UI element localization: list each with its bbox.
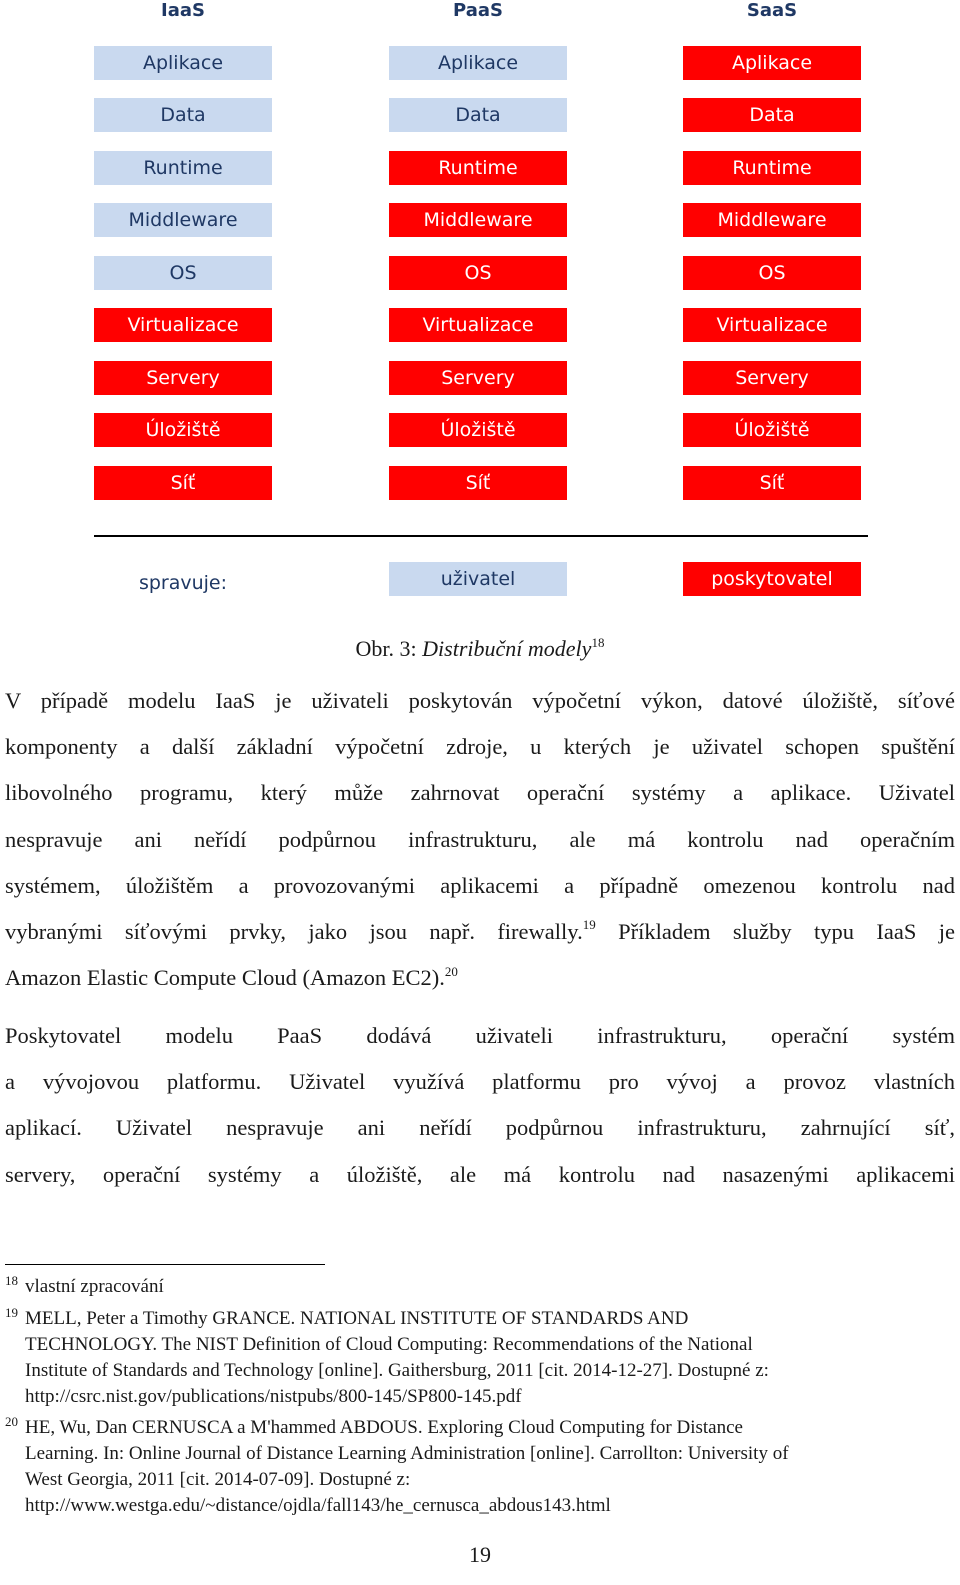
layer-aplikace: Aplikace [94, 46, 272, 80]
layer-sit: Síť [683, 466, 861, 500]
footnote-text: Learning. In: Online Journal of Distance Learning Administration [online]. Carrollton: University of [25, 1443, 789, 1464]
text-line [5, 955, 955, 1001]
footnote-text: Institute of Standards and Technology [online]. Gaithersburg, 2011 [cit. 2014-12-27]. Dostupné z: [25, 1360, 769, 1381]
footnote-ref-20: 20 [444, 963, 458, 979]
layer-os: OS [94, 256, 272, 290]
layer-runtime: Runtime [683, 151, 861, 185]
text-line: servery, operační systémy a úložiště, ale má kontrolu nad nasazenými aplikacemi [5, 1161, 955, 1187]
layer-virtualizace: Virtualizace [683, 308, 861, 342]
layer-sit: Síť [389, 466, 567, 500]
footnote-ref-19: 19 [582, 917, 596, 933]
paragraph-iaas [5, 678, 955, 1001]
caption-prefix: Obr. 3: [355, 636, 417, 661]
layer-os: OS [683, 256, 861, 290]
footnote-separator [5, 1264, 325, 1265]
layer-uloziste: Úložiště [683, 413, 861, 447]
footnote-text: HE, Wu, Dan CERNUSCA a M'hammed ABDOUS. Exploring Cloud Computing for Distance [25, 1417, 743, 1438]
column-heading-iaas: IaaS [161, 0, 205, 21]
diagram-divider [94, 535, 868, 537]
manages-label: spravuje: [138, 572, 228, 594]
layer-sit: Síť [94, 466, 272, 500]
layer-os: OS [389, 256, 567, 290]
footnote-number: 18 [5, 1273, 18, 1288]
layer-runtime: Runtime [94, 151, 272, 185]
layer-servery: Servery [94, 361, 272, 395]
text-line: libovolného programu, který může zahrnovat operační systémy a aplikace. Uživatel [5, 780, 955, 806]
page-number: 19 [469, 1542, 491, 1567]
layer-data: Data [389, 98, 567, 132]
caption-title: Distribuční modely [422, 636, 592, 661]
footnote-link[interactable]: http://csrc.nist.gov/publications/nistpubs/800-145/SP800-145.pdf [25, 1386, 522, 1407]
layer-runtime: Runtime [389, 151, 567, 185]
legend-provider: poskytovatel [683, 562, 861, 596]
column-heading-saas: SaaS [746, 0, 798, 21]
layer-aplikace: Aplikace [683, 46, 861, 80]
layer-data: Data [683, 98, 861, 132]
text-line: V případě modelu IaaS je uživateli poskytován výpočetní výkon, datové úložiště, síťové [5, 688, 955, 713]
layer-servery: Servery [389, 361, 567, 395]
text-segment: vybranými síťovými prvky, jako jsou např. firewally. [5, 918, 583, 944]
footnote-number: 20 [5, 1414, 18, 1429]
layer-uloziste: Úložiště [94, 413, 272, 447]
footnote-18 [5, 1274, 955, 1300]
text-line: systémem, úložištěm a provozovanými aplikacemi a případně omezenou kontrolu nad [5, 872, 955, 898]
figure-caption [0, 636, 960, 662]
text-line [5, 909, 955, 955]
text-line: a vývojovou platformu. Uživatel využívá platformu pro vývoj a provoz vlastních [5, 1069, 955, 1095]
footnote-text: TECHNOLOGY. The NIST Definition of Cloud Computing: Recommendations of the National [25, 1334, 753, 1355]
paragraph-paas [5, 1013, 955, 1198]
column-heading-paas: PaaS [453, 0, 503, 21]
layer-virtualizace: Virtualizace [389, 308, 567, 342]
layer-middleware: Middleware [389, 203, 567, 237]
layer-middleware: Middleware [683, 203, 861, 237]
footnote-19 [5, 1306, 955, 1410]
layer-aplikace: Aplikace [389, 46, 567, 80]
text-segment: Amazon Elastic Compute Cloud (Amazon EC2). [5, 965, 445, 991]
footnote-number: 19 [5, 1305, 18, 1320]
footnote-text: MELL, Peter a Timothy GRANCE. NATIONAL INSTITUTE OF STANDARDS AND [25, 1308, 689, 1329]
footnote-ref-18: 18 [591, 634, 605, 650]
text-line: aplikací. Uživatel nespravuje ani neřídí podpůrnou infrastrukturu, zahrnující síť, [5, 1115, 955, 1141]
footnote-text: vlastní zpracování [25, 1276, 164, 1297]
layer-middleware: Middleware [94, 203, 272, 237]
text-line: komponenty a další základní výpočetní zdroje, u kterých je uživatel schopen spuštění [5, 734, 955, 760]
layer-servery: Servery [683, 361, 861, 395]
footnote-20 [5, 1415, 955, 1519]
footnote-text: West Georgia, 2011 [cit. 2014-07-09]. Dostupné z: [25, 1469, 411, 1490]
text-segment: Příkladem služby typu IaaS je [595, 918, 955, 944]
text-line: nespravuje ani neřídí podpůrnou infrastrukturu, ale má kontrolu nad operačním [5, 826, 955, 852]
layer-virtualizace: Virtualizace [94, 308, 272, 342]
footnote-link[interactable]: http://www.westga.edu/~distance/ojdla/fall143/he_cernusca_abdous143.html [25, 1495, 611, 1516]
layer-data: Data [94, 98, 272, 132]
legend-user: uživatel [389, 562, 567, 596]
text-line: Poskytovatel modelu PaaS dodává uživateli infrastrukturu, operační systém [5, 1023, 955, 1048]
layer-uloziste: Úložiště [389, 413, 567, 447]
